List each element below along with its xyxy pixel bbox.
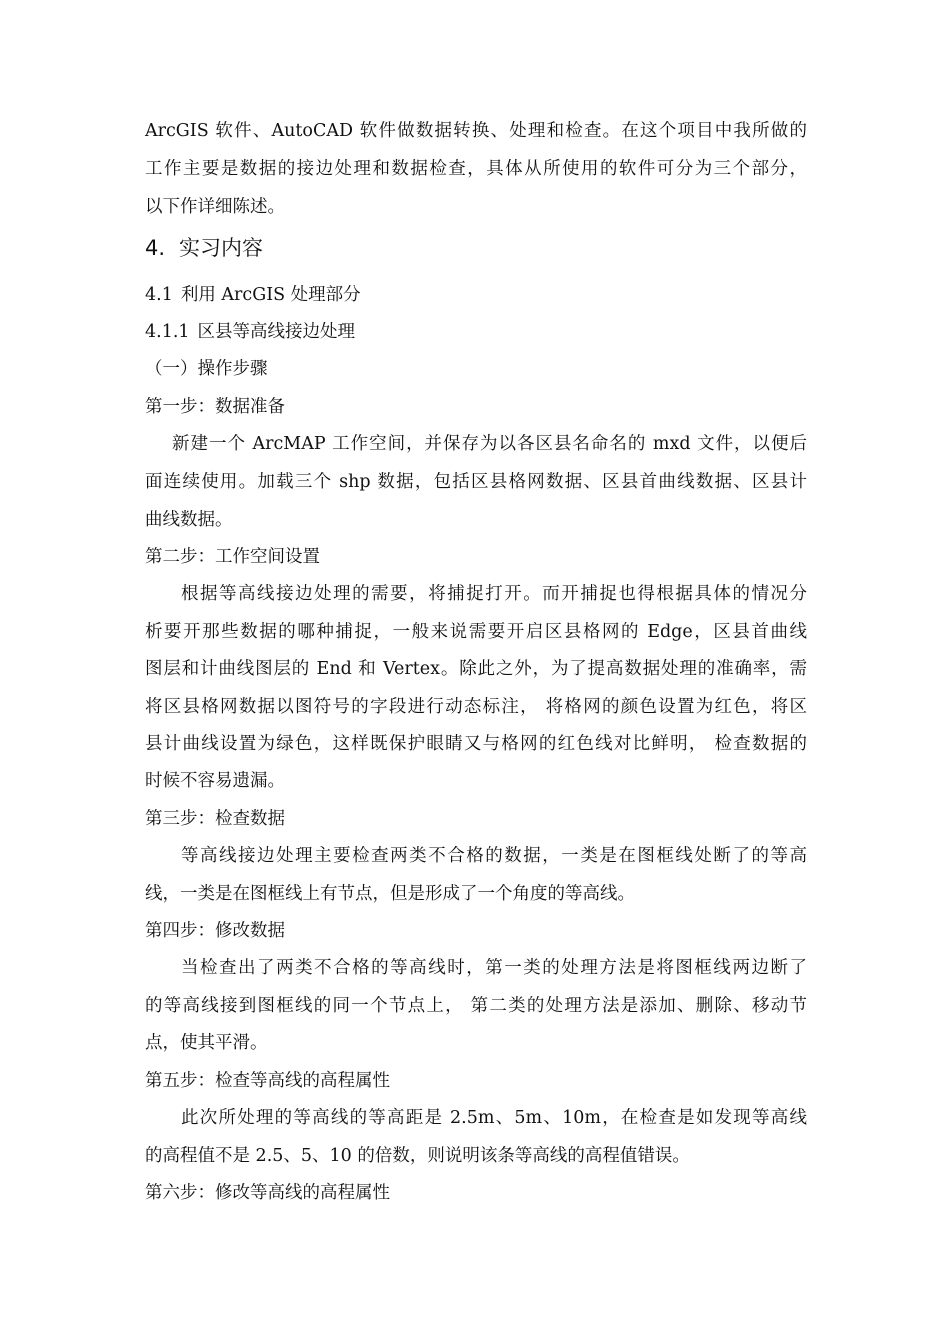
step4-line-2: 的等高线接到图框线的同一个节点上， 第二类的处理方法是添加、删除、移动节: [145, 996, 807, 1016]
step4-line-3: 点，使其平滑。: [145, 1033, 268, 1053]
section-heading-number: 4.: [145, 236, 166, 260]
section-heading-title: 实习内容: [179, 236, 264, 260]
step4-title: 第四步：修改数据: [145, 921, 285, 941]
step3-line-2: 线，一类是在图框线上有节点，但是形成了一个角度的等高线。: [145, 884, 635, 904]
step2-line-5: 县计曲线设置为绿色，这样既保护眼睛又与格网的红色线对比鲜明， 检查数据的: [145, 734, 807, 754]
subsection-4-1: [145, 283, 361, 307]
step1-line-3: 曲线数据。: [145, 510, 233, 530]
step4-line-1: 当检查出了两类不合格的等高线时，第一类的处理方法是将图框线两边断了: [181, 958, 807, 978]
step2-title: 第二步：工作空间设置: [145, 547, 320, 567]
subsection-4-1-title: 利用 ArcGIS 处理部分: [180, 285, 361, 305]
step2-line-2: 析要开那些数据的哪种捕捉，一般来说需要开启区县格网的 Edge，区县首曲线: [145, 622, 807, 642]
step2-line-1: 根据等高线接边处理的需要，将捕捉打开。而开捕捉也得根据具体的情况分: [181, 584, 807, 604]
step1-title: 第一步：数据准备: [145, 397, 285, 417]
intro-line-2: 工作主要是数据的接边处理和数据检查，具体从所使用的软件可分为三个部分，: [145, 159, 807, 179]
step5-title: 第五步：检查等高线的高程属性: [145, 1071, 390, 1091]
ops-title: （一）操作步骤: [145, 359, 268, 379]
step3-line-1: 等高线接边处理主要检查两类不合格的数据，一类是在图框线处断了的等高: [181, 846, 807, 866]
step2-line-6: 时候不容易遗漏。: [145, 771, 285, 791]
subsection-4-1-1: [145, 320, 355, 344]
intro-line-3: 以下作详细陈述。: [145, 197, 285, 217]
step2-line-3: 图层和计曲线图层的 End 和 Vertex。除此之外，为了提高数据处理的准确率，需: [145, 659, 807, 679]
subsection-4-1-1-number: 4.1.1: [145, 322, 190, 342]
step6-title: 第六步：修改等高线的高程属性: [145, 1183, 390, 1203]
section-heading: [145, 234, 263, 262]
subsection-4-1-number: 4.1: [145, 285, 173, 305]
step5-line-2: 的高程值不是 2.5、5、10 的倍数，则说明该条等高线的高程值错误。: [145, 1146, 690, 1166]
step3-title: 第三步：检查数据: [145, 809, 285, 829]
intro-line-1: ArcGIS 软件、AutoCAD 软件做数据转换、处理和检查。在这个项目中我所做的: [145, 121, 807, 141]
step1-line-1: 新建一个 ArcMAP 工作空间，并保存为以各区县名命名的 mxd 文件，以便后: [172, 434, 807, 454]
step5-line-1: 此次所处理的等高线的等高距是 2.5m、5m、10m，在检查是如发现等高线: [181, 1108, 807, 1128]
subsection-4-1-1-title: 区县等高线接边处理: [197, 322, 356, 342]
step2-line-4: 将区县格网数据以图符号的字段进行动态标注， 将格网的颜色设置为红色，将区: [145, 697, 807, 717]
step1-line-2: 面连续使用。加载三个 shp 数据，包括区县格网数据、区县首曲线数据、区县计: [145, 472, 807, 492]
